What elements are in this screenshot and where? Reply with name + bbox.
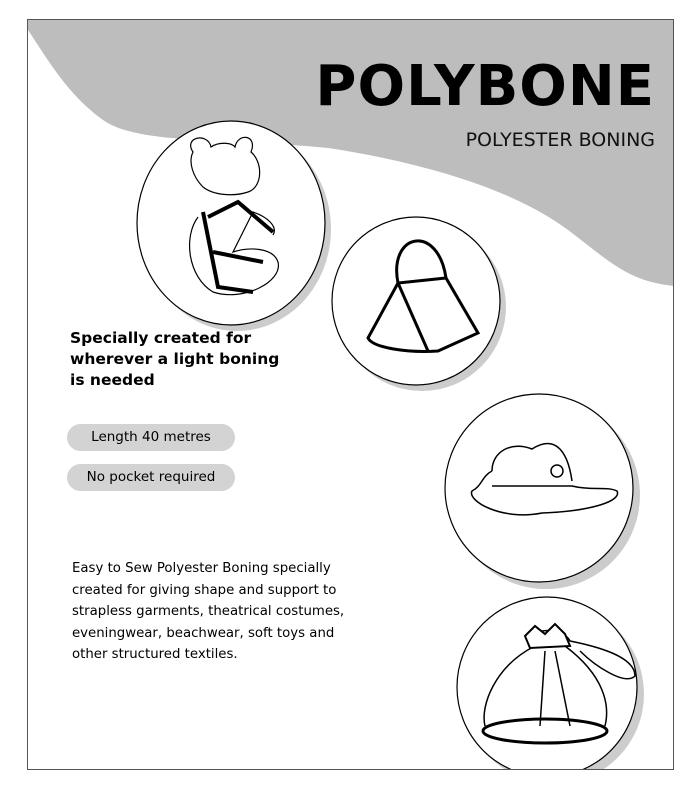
- headline: Specially created for wherever a light boning is needed: [70, 329, 280, 389]
- product-subtitle: POLYESTER BONING: [465, 129, 655, 151]
- hat-illustration: [442, 391, 642, 591]
- handbag-illustration: [328, 213, 508, 393]
- feature-pill-length: Length 40 metres: [67, 424, 235, 451]
- flyer-page: [27, 19, 674, 770]
- teddy-bear-illustration: [133, 117, 333, 332]
- feature-pill-pocket: No pocket required: [67, 464, 235, 491]
- product-title: POLYBONE: [315, 54, 655, 119]
- drawstring-bag-illustration: [455, 596, 655, 770]
- description: Easy to Sew Polyester Boning specially created for giving shape and support to strapless garments, theatrical costumes, eveningwear, beachwear, soft toys and other structured textiles.: [72, 561, 345, 662]
